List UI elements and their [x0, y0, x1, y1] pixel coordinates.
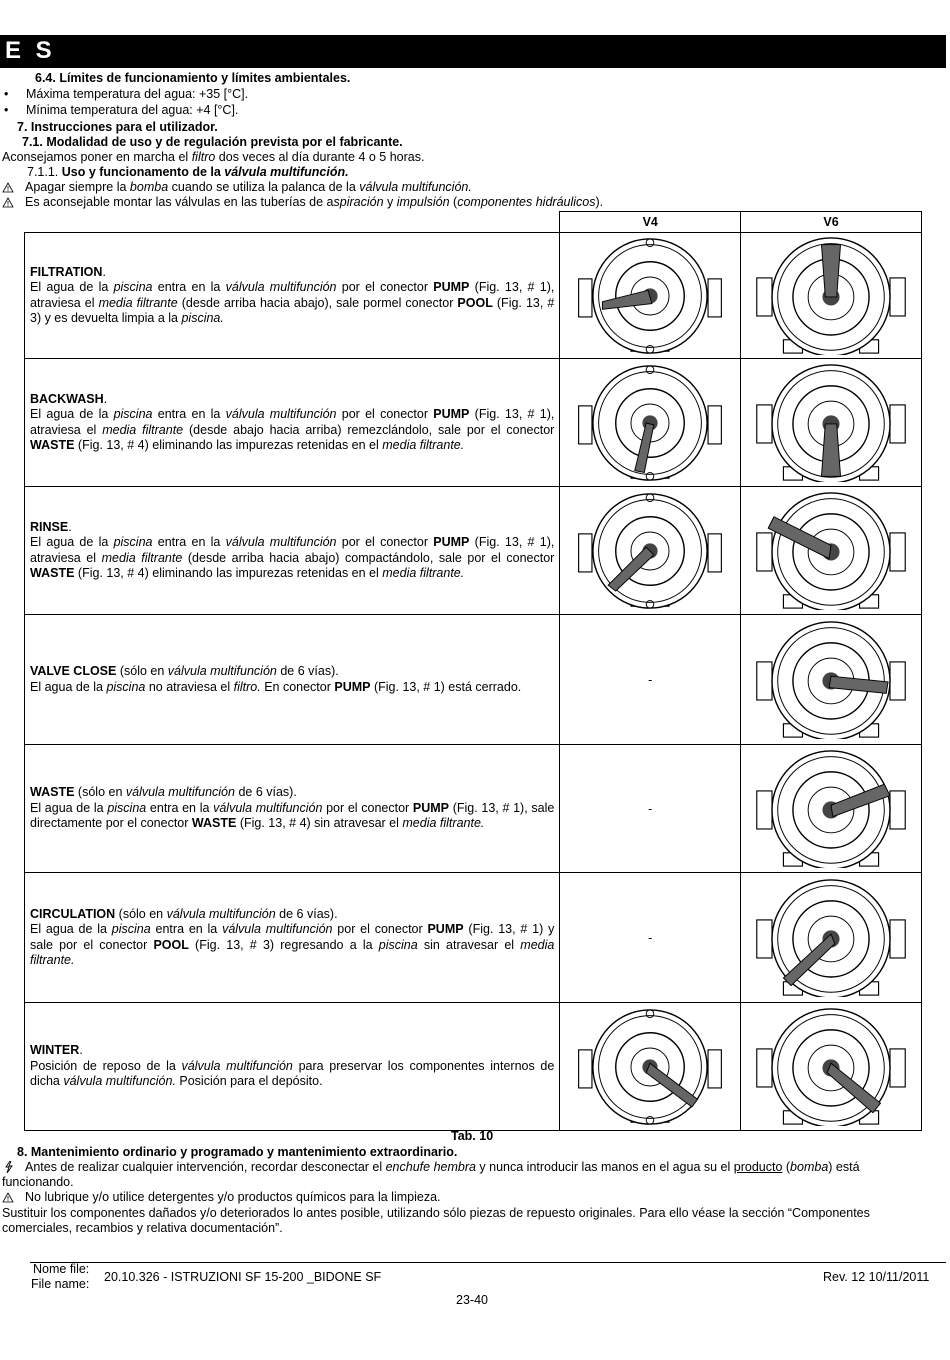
warning-no-lubricant: No lubrique y/o utilice detergentes y/o productos químicos para la limpieza. — [25, 1190, 441, 1204]
table-row — [25, 615, 922, 745]
header-v6: V6 — [741, 212, 922, 233]
table-row — [25, 873, 922, 1003]
filtration-description: FILTRATION. El agua de la piscina entra en la válvula multifunción por el conector PUMP (Fig. 13, # 1), atraviesa el media filtrante (desde arriba hacia abajo), sale pormel conector POOL (Fig. 13, # 3) y es devuelta limpia a la piscina. — [25, 233, 560, 359]
valve-v4-winter — [570, 1008, 730, 1126]
paragraph-replace-parts: Sustituir los componentes dañados y/o deteriorados lo antes posible, utilizando sólo piezas de repuesto originales. Para ello véase la sección “Componentes — [2, 1206, 870, 1220]
header-empty-cell — [25, 212, 560, 233]
v4-valve-close-dash: - — [560, 615, 741, 745]
warning-pump-off: Apagar siempre la bomba cuando se utiliza la palanca de la válvula multifunción. — [25, 180, 472, 194]
warning-valve-mounting: Es aconsejable montar las válvulas en las tuberías de aspiración y impulsión (componentes hidráulicos). — [25, 195, 604, 209]
valve-v4-rinse — [570, 492, 730, 610]
section-8-heading: 8. Mantenimiento ordinario y programado y mantenimiento extraordinario. — [17, 1145, 458, 1159]
table-row — [25, 1003, 922, 1131]
warning-icon — [2, 182, 14, 193]
table-row — [25, 487, 922, 615]
circulation-title: CIRCULATION (sólo en válvula multifunción de 6 vías). — [30, 906, 338, 921]
table-row — [25, 745, 922, 873]
section-6-4-heading: 6.4. Límites de funcionamiento y límites ambientales. — [35, 71, 351, 85]
v4-winter-image — [560, 1003, 741, 1131]
circulation-description: CIRCULATION (sólo en válvula multifunción de 6 vías). El agua de la piscina entra en la válvula multifunción por el conector PUMP (Fig. 13, # 1) y sale por el conector POOL (Fig. 13, # 3) regresando a la piscina sin atravesar el media filtrante. — [25, 873, 560, 1003]
table-header-row — [25, 212, 922, 233]
valve-v4-backwash — [570, 364, 730, 482]
table-caption: Tab. 10 — [451, 1129, 494, 1143]
v4-waste-dash: - — [560, 745, 741, 873]
bullet-max-temp: • Máxima temperatura del agua: +35 [°C]. — [26, 87, 248, 102]
valve-close-title: VALVE CLOSE (sólo en válvula multifunción de 6 vías). — [30, 664, 339, 678]
v4-rinse-image — [560, 487, 741, 615]
table-row — [25, 359, 922, 487]
valve-v6-valve-close — [751, 621, 911, 739]
footer-page-number: 23-40 — [456, 1293, 488, 1307]
electric-hazard-icon — [4, 1161, 14, 1173]
valve-positions-table — [24, 211, 922, 1131]
valve-v6-backwash — [751, 364, 911, 482]
v6-filtration-image — [741, 233, 922, 359]
footer-divider — [30, 1262, 946, 1263]
footer-revision: Rev. 12 10/11/2011 — [823, 1270, 930, 1284]
v6-winter-image — [741, 1003, 922, 1131]
valve-close-description: VALVE CLOSE (sólo en válvula multifunción de 6 vías). El agua de la piscina no atraviesa el filtro. En conector PUMP (Fig. 13, # 1) está cerrado. — [25, 615, 560, 745]
footer-file-name: 20.10.326 - ISTRUZIONI SF 15-200 _BIDONE SF — [104, 1270, 382, 1284]
paragraph-replace-parts-cont: comerciales, recambios y relativa documentación”. — [2, 1221, 283, 1235]
table-row — [25, 233, 922, 359]
v4-circulation-dash: - — [560, 873, 741, 1003]
language-code: E S — [5, 37, 56, 64]
warning-icon — [2, 197, 14, 208]
rinse-description: RINSE. El agua de la piscina entra en la válvula multifunción por el conector PUMP (Fig. 13, # 1), atraviesa el media filtrante (desde arriba hacia abajo) compactándolo, sale por el conector WASTE (Fig. 13, # 4) eliminando las impurezas retenidas en el media filtrante. — [25, 487, 560, 615]
waste-title: WASTE (sólo en válvula multifunción de 6 vías). — [30, 785, 297, 800]
v4-backwash-image — [560, 359, 741, 487]
valve-v6-filtration — [751, 237, 911, 355]
section-7-1-1-heading: 7.1.1. Uso y funcionamento de la válvula multifunción. — [27, 165, 349, 179]
valve-v6-waste — [751, 750, 911, 868]
language-header-bar — [0, 35, 946, 68]
backwash-description: BACKWASH. El agua de la piscina entra en la válvula multifunción por el conector PUMP (Fig. 13, # 1), atraviesa el media filtrante (desde abajo hacia arriba) remezclándolo, sale por el conector WASTE (Fig. 13, # 4) eliminando las impurezas retenidas en el media filtrante. — [25, 359, 560, 487]
backwash-title: BACKWASH. — [30, 391, 108, 406]
rinse-title: RINSE. — [30, 519, 72, 534]
section-7-1-heading: 7.1. Modalidad de uso y de regulación prevista por el fabricante. — [22, 135, 403, 149]
v4-filtration-image — [560, 233, 741, 359]
winter-description: WINTER. Posición de reposo de la válvula multifunción para preservar los componentes internos de dicha válvula multifunción. Posición para el depósito. — [25, 1003, 560, 1131]
header-v4: V4 — [560, 212, 741, 233]
section-7-heading: 7. Instrucciones para el utilizador. — [17, 120, 218, 134]
valve-v6-circulation — [751, 879, 911, 997]
footer-nome-file-label: Nome file: — [33, 1262, 90, 1276]
filtration-title: FILTRATION. — [30, 264, 106, 279]
paragraph-filter-usage: Aconsejamos poner en marcha el filtro dos veces al día durante 4 o 5 horas. — [2, 150, 425, 164]
warning-icon — [2, 1192, 14, 1203]
warning-disconnect-plug: Antes de realizar cualquier intervención, recordar desconectar el enchufe hembra y nunca introducir las manos en el agua su el producto (bomba) está — [25, 1160, 860, 1174]
winter-title: WINTER. — [30, 1043, 83, 1058]
waste-description: WASTE (sólo en válvula multifunción de 6 vías). El agua de la piscina entra en la válvula multifunción por el conector PUMP (Fig. 13, # 1), sale directamente por el conector WASTE (Fig. 13, # 4) sin atravesar el media filtrante. — [25, 745, 560, 873]
footer-file-name-label: File name: — [31, 1277, 90, 1291]
valve-v6-rinse — [751, 492, 911, 610]
v6-waste-image — [741, 745, 922, 873]
warning-disconnect-plug-cont: funcionando. — [2, 1175, 74, 1189]
v6-backwash-image — [741, 359, 922, 487]
bullet-min-temp: • Mínima temperatura del agua: +4 [°C]. — [26, 103, 238, 118]
v6-rinse-image — [741, 487, 922, 615]
valve-v6-winter — [751, 1008, 911, 1126]
v6-valve-close-image — [741, 615, 922, 745]
valve-v4-filtration — [570, 237, 730, 355]
v6-circulation-image — [741, 873, 922, 1003]
